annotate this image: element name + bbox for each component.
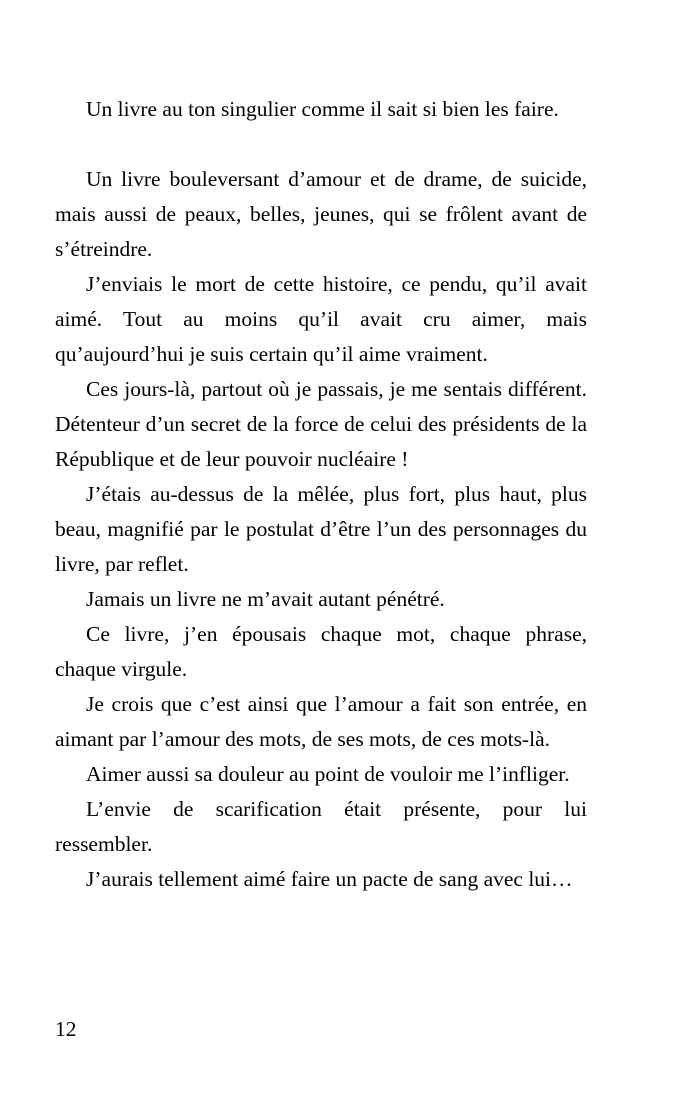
paragraph: J’aurais tellement aimé faire un pacte de sang avec lui… — [86, 867, 573, 891]
paragraph: L’envie de scarification était présente, pour lui ressembler. — [55, 797, 587, 856]
paragraph: Aimer aussi sa douleur au point de vouloir me l’infliger. — [86, 762, 570, 786]
paragraph: J’enviais le mort de cette histoire, ce pendu, qu’il avait aimé. Tout au moins qu’il avait cru aimer, mais qu’aujourd’hui je suis certain qu’il aime vraiment. — [55, 272, 587, 366]
paragraph: Un livre au ton singulier comme il sait si bien les faire. — [86, 97, 559, 121]
page-text-body — [55, 92, 587, 897]
paragraph: Un livre bouleversant d’amour et de drame, de suicide, mais aussi de peaux, belles, jeunes, qui se frôlent avant de s’étreindre. — [55, 167, 587, 261]
page-number: 12 — [55, 1017, 77, 1041]
paragraph: Je crois que c’est ainsi que l’amour a fait son entrée, en aimant par l’amour des mots, de ses mots, de ces mots-là. — [55, 692, 587, 751]
paragraph: J’étais au-dessus de la mêlée, plus fort, plus haut, plus beau, magnifié par le postulat d’être l’un des personnages du livre, par reflet. — [55, 482, 587, 576]
paragraph: Ces jours-là, partout où je passais, je me sentais différent. Détenteur d’un secret de la force de celui des présidents de la République et de leur pouvoir nucléaire ! — [55, 377, 587, 471]
paragraph: Ce livre, j’en épousais chaque mot, chaque phrase, chaque virgule. — [55, 622, 587, 681]
paragraph: Jamais un livre ne m’avait autant pénétré. — [86, 587, 445, 611]
